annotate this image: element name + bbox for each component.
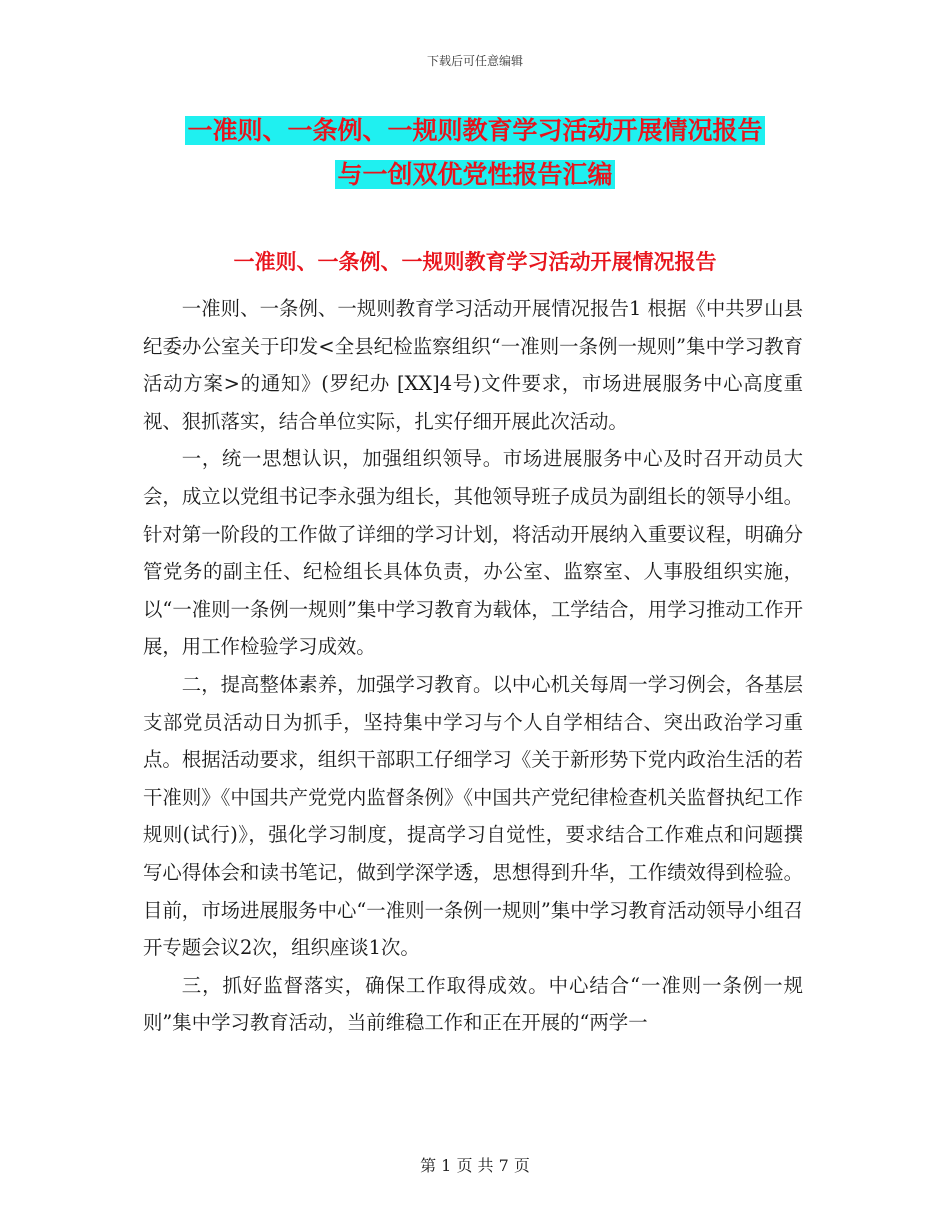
page-number: 第 1 页 共 7 页 [420,1156,530,1175]
paragraph-1: 一，统一思想认识，加强组织领导。市场进展服务中心及时召开动员大会，成立以党组书记李永强为组长，其他领导班子成员为副组长的领导小组。针对第一阶段的工作做了详细的学习计划，将活动开展纳入重要议程，明确分管党务的副主任、纪检组长具体负责，办公室、监察室、人事股组织实施，以“一准则一条例一规则”集中学习教育为载体，工学结合，用学习推动工作开展，用工作检验学习成效。 [143,447,803,659]
document-title-line-2 [0,152,950,198]
paragraph-intro: 一准则、一条例、一规则教育学习活动开展情况报告1 根据《中共罗山县纪委办公室关于印发<全县纪检监察组织“一准则一条例一规则”集中学习教育活动方案>的通知》(罗纪办 [XX]4号)文件要求，市场进展服务中心高度重视、狠抓落实，结合单位实际，扎实仔细开展此次活动。 [143,297,803,433]
document-title-line-1 [0,108,950,154]
section-title: 一准则、一条例、一规则教育学习活动开展情况报告 [233,250,717,274]
document-title-line-2-text: 与一创双优党性报告汇编 [337,160,613,189]
page-header-note: 下载后可任意编辑 [426,54,523,68]
document-body [143,290,803,1042]
paragraph-3: 三，抓好监督落实，确保工作取得成效。中心结合“一准则一条例一规则”集中学习教育活动，当前维稳工作和正在开展的“两学一 [143,973,803,1035]
document-title-line-1-text: 一准则、一条例、一规则教育学习活动开展情况报告 [187,116,763,145]
paragraph-2: 二，提高整体素养，加强学习教育。以中心机关每周一学习例会，各基层支部党员活动日为抓手，坚持集中学习与个人自学相结合、突出政治学习重点。根据活动要求，组织干部职工仔细学习《关于新形势下党内政治生活的若干准则》《中国共产党党内监督条例》《中国共产党纪律检查机关监督执纪工作规则(试行)》，强化学习制度，提高学习自觉性，要求结合工作难点和问题撰写心得体会和读书笔记，做到学深学透，思想得到升华，工作绩效得到检验。目前，市场进展服务中心“一准则一条例一规则”集中学习教育活动领导小组召开专题会议2次，组织座谈1次。 [143,672,803,960]
